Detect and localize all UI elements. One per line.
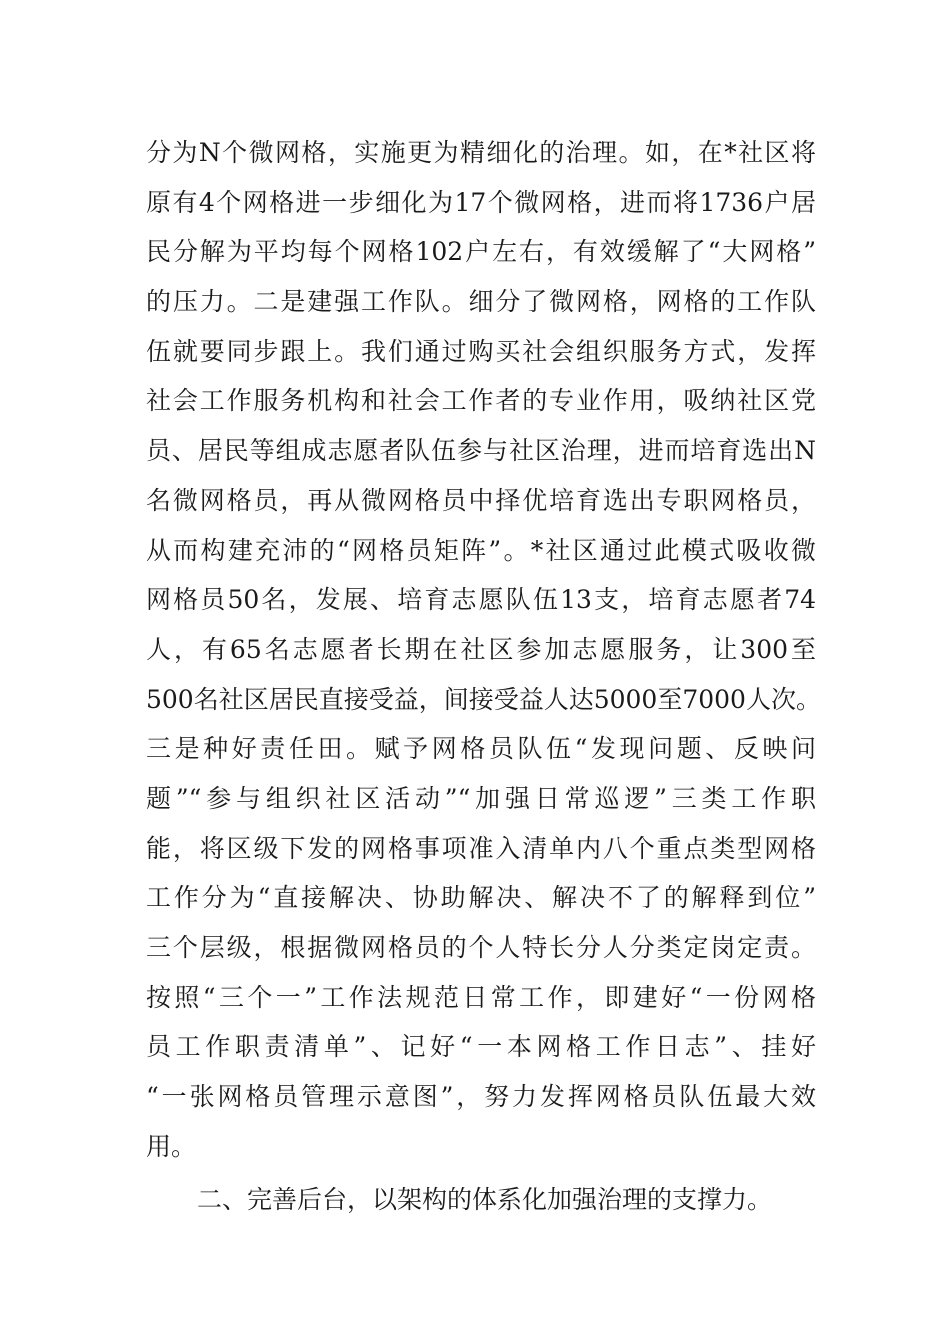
paragraph-line: 用。 xyxy=(146,1131,197,1161)
paragraph-line: 工作分为“直接解决、协助解决、解决不了的解释到位” xyxy=(146,883,816,913)
paragraph-line: 题”“参与组织社区活动”“加强日常巡逻”三类工作职 xyxy=(146,783,816,813)
section-heading: 二、完善后台，以架构的体系化加强治理的支撑力。 xyxy=(197,1185,773,1214)
body-paragraph xyxy=(146,128,821,1171)
paragraph-line: 能，将区级下发的网格事项准入清单内八个重点类型网格 xyxy=(146,833,816,863)
paragraph-line: 的压力。二是建强工作队。细分了微网格，网格的工作队 xyxy=(146,287,816,317)
paragraph-line: 员工作职责清单”、记好“一本网格工作日志”、挂好 xyxy=(146,1032,816,1062)
paragraph-line: 500名社区居民直接受益，间接受益人达5000至7000人次。 xyxy=(146,684,821,714)
paragraph-line: 三个层级，根据微网格员的个人特长分人分类定岗定责。 xyxy=(146,933,816,962)
paragraph-line: 民分解为平均每个网格102户左右，有效缓解了“大网格” xyxy=(146,237,816,267)
paragraph-line: “一张网格员管理示意图”，努力发挥网格员队伍最大效 xyxy=(146,1082,816,1112)
paragraph-line: 按照“三个一”工作法规范日常工作，即建好“一份网格 xyxy=(146,982,816,1012)
paragraph-line: 社会工作服务机构和社会工作者的专业作用，吸纳社区党 xyxy=(146,386,816,416)
paragraph-line: 从而构建充沛的“网格员矩阵”。*社区通过此模式吸收微 xyxy=(146,535,816,565)
paragraph-line: 员、居民等组成志愿者队伍参与社区治理，进而培育选出N xyxy=(146,436,816,466)
paragraph-line: 人，有65名志愿者长期在社区参加志愿服务，让300至 xyxy=(146,634,816,664)
paragraph-line: 原有4个网格进一步细化为17个微网格，进而将1736户居 xyxy=(146,187,816,217)
paragraph-line: 网格员50名，发展、培育志愿队伍13支，培育志愿者74 xyxy=(146,585,816,615)
paragraph-line: 三是种好责任田。赋予网格员队伍“发现问题、反映问 xyxy=(146,734,816,764)
paragraph-line: 名微网格员，再从微网格员中择优培育选出专职网格员， xyxy=(146,485,816,515)
paragraph-line: 分为N个微网格，实施更为精细化的治理。如，在*社区将 xyxy=(146,138,816,167)
paragraph-line: 伍就要同步跟上。我们通过购买社会组织服务方式，发挥 xyxy=(146,336,816,366)
